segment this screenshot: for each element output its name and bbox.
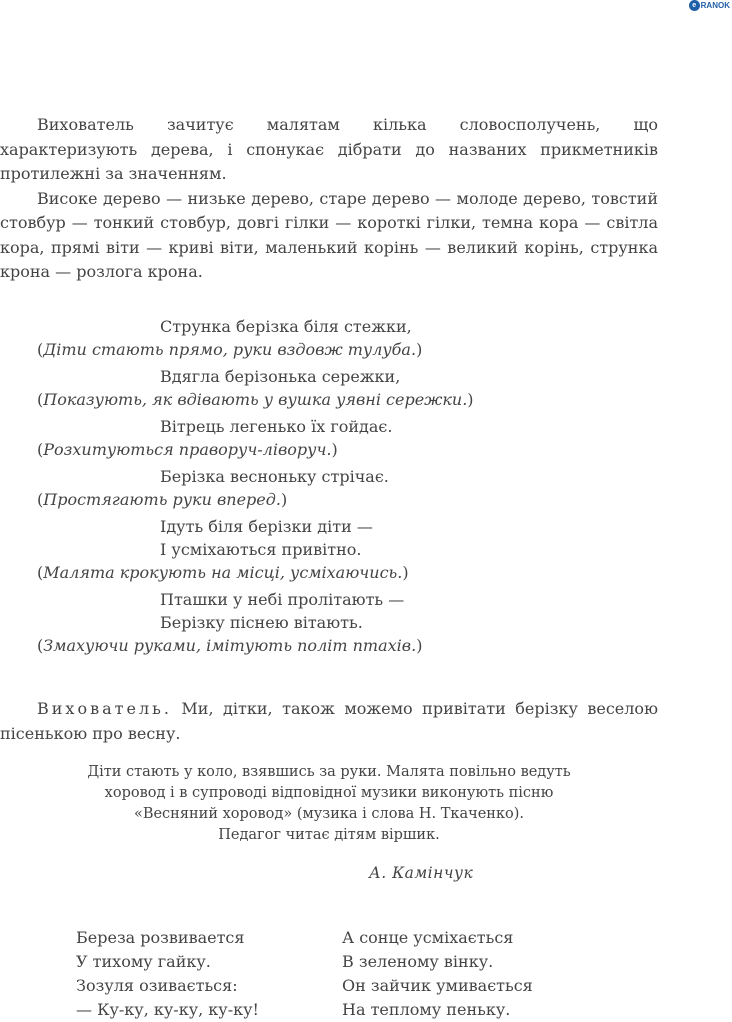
speaker-name: Вихователь. <box>37 699 172 718</box>
stage-note <box>0 762 658 846</box>
verse-line: Зозуля озивається: <box>76 976 238 995</box>
note-line: Діти стають у коло, взявшись за руки. Малята повільно ведуть <box>87 764 571 780</box>
poem-line: Струнка берізка біля стежки, <box>160 317 412 336</box>
instruction-text: Діти стають прямо, руки вздовж тулуба. <box>43 340 417 359</box>
poem-instruction: (Показують, як вдівають у вушка уявні сережки.) <box>37 390 474 409</box>
verse-line: — Ку-ку, ку-ку, ку-ку! <box>76 1000 259 1019</box>
instruction-text: Малята крокують на місці, усміхаючись. <box>43 563 403 582</box>
instruction-text: Змахуючи руками, імітують політ птахів. <box>43 636 417 655</box>
note-line: Педагог читає дітям віршик. <box>218 827 440 843</box>
poem-line: Берізка весноньку стрічає. <box>160 467 389 486</box>
poem-instruction: (Змахуючи руками, імітують політ птахів.) <box>37 636 423 655</box>
poem-line: І усміхаються привітно. <box>160 540 362 559</box>
dialogue-text: Ми, дітки, також можемо привітати берізку веселою пісенькою про весну. <box>0 699 658 743</box>
instruction-text: Простягають руки вперед. <box>43 490 281 509</box>
verse-line: А сонце усміхається <box>342 928 514 947</box>
poem-line: Ідуть біля берізки діти — <box>160 517 373 536</box>
dialogue-section <box>0 697 658 746</box>
poem-instruction: (Розхитуються праворуч-ліворуч.) <box>37 440 338 459</box>
poem-line: Берізку піснею вітають. <box>160 613 363 632</box>
verse-column-right <box>342 926 533 1022</box>
instruction-text: Розхитуються праворуч-ліворуч. <box>43 440 332 459</box>
verse-line: Он зайчик умивається <box>342 976 533 995</box>
note-line: хоровод і в супроводі відповідної музики виконують пісню <box>104 785 554 801</box>
poem-section <box>0 315 658 661</box>
verse-line: Береза розвивается <box>76 928 245 947</box>
verse-column-left <box>76 926 259 1022</box>
poem-line: Вдягла берізонька сережки, <box>160 367 401 386</box>
author-name: А. Камінчук <box>369 864 474 882</box>
poem-line: Вітрець легенько їх гойдає. <box>160 417 393 436</box>
instruction-text: Показують, як вдівають у вушка уявні сережки. <box>43 390 468 409</box>
poem-instruction: (Простягають руки вперед.) <box>37 490 288 509</box>
poem-line: Пташки у небі пролітають — <box>160 590 405 609</box>
dialogue-paragraph <box>0 697 658 746</box>
intro-section <box>0 113 658 285</box>
publisher-name: RANOK <box>700 1 730 10</box>
intro-paragraph-2: Високе дерево — низьке дерево, старе дерево — молоде дерево, товстий стовбур — тонкий стовбур, довгі гілки — короткі гілки, темна кора — світла кора, прямі віти — криві віти, маленький корінь — великий корінь, струнка крона — розлога крона. <box>0 188 658 281</box>
poem-instruction: (Малята крокують на місці, усміхаючись.) <box>37 563 409 582</box>
poem-instruction: (Діти стають прямо, руки вздовж тулуба.) <box>37 340 423 359</box>
note-line: «Весняний хоровод» (музика і слова Н. Ткаченко). <box>133 806 525 822</box>
intro-paragraph-1: Вихователь зачитує малятам кілька словосполучень, що характеризують дерева, і спонукає дібрати до названих прикметників протилежні за значенням. <box>0 115 658 183</box>
verse-line: В зеленому вінку. <box>342 952 494 971</box>
verse-line: У тихому гайку. <box>76 952 211 971</box>
publisher-logo <box>689 0 730 11</box>
verse-line: На теплому пеньку. <box>342 1000 511 1019</box>
e-icon: e <box>689 0 700 11</box>
